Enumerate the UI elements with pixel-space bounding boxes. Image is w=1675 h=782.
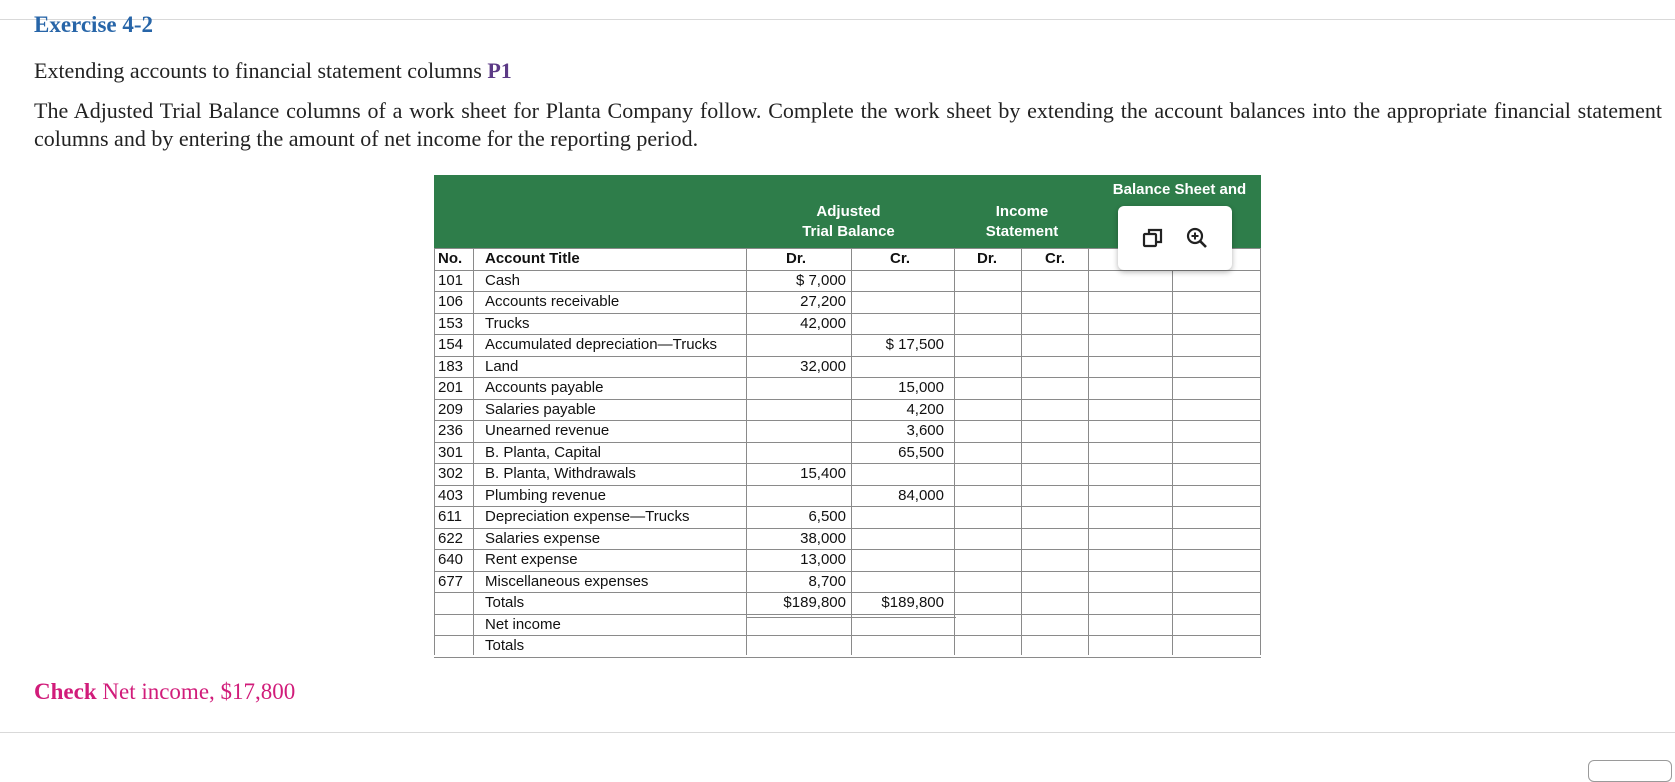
cell-atb-dr: 13,000 [800, 551, 846, 568]
atb-header-line-1: Adjusted [816, 203, 881, 220]
cell-no: 209 [438, 400, 464, 418]
cell-account-title: Totals [485, 594, 525, 611]
cell-no: 154 [438, 336, 464, 353]
cell-account-title: Trucks [485, 314, 530, 332]
cell-no: 622 [438, 529, 464, 547]
work-sheet-grid [434, 248, 1261, 655]
check-answer-note [34, 679, 295, 705]
adjusted-trial-balance-header [746, 202, 951, 242]
column-header-atb-cr: Cr. [889, 250, 910, 267]
cell-account-title: Accumulated depreciation—Trucks [485, 336, 718, 353]
exercise-title: Exercise 4-2 [34, 12, 154, 37]
grid-line [954, 248, 955, 655]
is-header-line-2: Statement [985, 223, 1059, 240]
next-button[interactable] [1588, 760, 1672, 782]
learning-objective-tag: P1 [487, 58, 512, 83]
balance-sheet-header: Balance Sheet and [1112, 181, 1247, 198]
cell-no: 183 [438, 357, 464, 375]
grid-line [1172, 248, 1173, 655]
cell-account-title: Totals [485, 637, 525, 654]
zoom-in-button[interactable] [1183, 224, 1211, 252]
cell-atb-cr: 3,600 [906, 422, 944, 439]
cell-no: 302 [438, 465, 464, 482]
cell-no: 101 [438, 271, 464, 289]
grid-line [1260, 248, 1261, 655]
grid-line [1088, 248, 1089, 655]
column-header-atb-dr: Dr. [785, 250, 806, 267]
exercise-description: The Adjusted Trial Balance columns of a work sheet for Planta Company follow. Complete the work sheet by extending the account balances into the appropriate financial statement columns and by entering the amount of net income for the reporting period. [34, 98, 1662, 151]
cell-atb-cr [851, 528, 944, 549]
cell-no [438, 635, 468, 656]
cell-atb-cr [851, 313, 944, 334]
cell-no [438, 592, 468, 613]
cell-atb-cr: 4,200 [906, 400, 944, 418]
cell-atb-cr [851, 571, 944, 592]
cell-atb-dr: 42,000 [800, 314, 846, 332]
cell-atb-dr [746, 485, 846, 506]
column-header-is-cr: Cr. [1044, 250, 1065, 267]
cell-atb-dr: 27,200 [800, 293, 846, 310]
cell-no: 106 [438, 293, 464, 310]
cell-atb-cr [851, 549, 944, 570]
grid-line [473, 248, 474, 655]
cell-account-title: Depreciation expense—Trucks [485, 508, 690, 525]
check-text: Net income, $17,800 [96, 679, 296, 704]
cell-no: 301 [438, 443, 464, 461]
cell-atb-dr [746, 442, 846, 463]
cell-no: 640 [438, 551, 464, 568]
cell-no: 236 [438, 422, 464, 439]
cell-atb-dr: $189,800 [783, 594, 846, 611]
cell-atb-dr: 8,700 [808, 572, 846, 590]
image-toolbar [1118, 206, 1232, 270]
cell-atb-cr [851, 463, 944, 484]
cell-account-title: Accounts receivable [485, 293, 620, 310]
subtitle-text: Extending accounts to financial statement columns [34, 58, 488, 83]
column-header-account-title: Account Title [485, 250, 580, 267]
cell-account-title: B. Planta, Withdrawals [485, 465, 636, 482]
zoom-in-icon [1185, 226, 1209, 250]
column-header-is-dr: Dr. [976, 250, 997, 267]
cell-atb-cr [851, 635, 944, 656]
cell-atb-dr [746, 377, 846, 398]
grid-line [434, 657, 1261, 658]
cell-atb-cr [851, 356, 944, 377]
cell-account-title: Plumbing revenue [485, 486, 606, 504]
grid-line [1021, 248, 1022, 655]
totals-double-rule [746, 617, 956, 618]
income-statement-header [956, 202, 1088, 242]
exercise-subtitle [34, 58, 512, 84]
column-header-no: No. [438, 250, 463, 267]
cell-account-title: Net income [485, 615, 561, 633]
cell-no [438, 614, 468, 635]
grid-line [434, 248, 435, 655]
cell-account-title: Salaries expense [485, 529, 601, 547]
cell-account-title: Land [485, 357, 519, 375]
cell-no: 677 [438, 572, 464, 590]
cell-atb-cr: $189,800 [881, 594, 944, 611]
cell-atb-cr: 65,500 [898, 443, 944, 461]
popout-button[interactable] [1139, 224, 1167, 252]
cell-atb-dr: 38,000 [800, 529, 846, 547]
cell-no: 201 [438, 379, 464, 396]
popout-icon [1141, 226, 1165, 250]
cell-account-title: Accounts payable [485, 379, 604, 396]
cell-atb-dr [746, 635, 846, 656]
cell-atb-dr: 15,400 [800, 465, 846, 482]
top-divider [0, 19, 1675, 20]
cell-no: 153 [438, 314, 464, 332]
cell-atb-dr [746, 399, 846, 420]
cell-atb-cr [851, 291, 944, 312]
cell-atb-cr: 15,000 [898, 379, 944, 396]
cell-atb-cr: 84,000 [898, 486, 944, 504]
cell-atb-dr [746, 420, 846, 441]
is-header-line-1: Income [995, 203, 1049, 220]
cell-atb-dr: 32,000 [800, 357, 846, 375]
cell-account-title: Miscellaneous expenses [485, 572, 649, 590]
cell-atb-cr: $ 17,500 [885, 336, 944, 353]
atb-header-line-2: Trial Balance [802, 223, 895, 240]
bottom-divider [0, 732, 1675, 733]
cell-account-title: Salaries payable [485, 400, 596, 418]
cell-atb-dr: $ 7,000 [795, 271, 846, 289]
cell-no: 611 [438, 508, 462, 525]
cell-no: 403 [438, 486, 464, 504]
cell-atb-dr: 6,500 [808, 508, 846, 525]
cell-atb-cr [851, 506, 944, 527]
cell-atb-cr [851, 270, 944, 291]
check-label: Check [34, 679, 97, 704]
cell-account-title: Cash [485, 271, 521, 289]
cell-atb-dr [746, 334, 846, 355]
cell-account-title: B. Planta, Capital [485, 443, 601, 461]
cell-account-title: Unearned revenue [485, 422, 610, 439]
cell-account-title: Rent expense [485, 551, 578, 568]
